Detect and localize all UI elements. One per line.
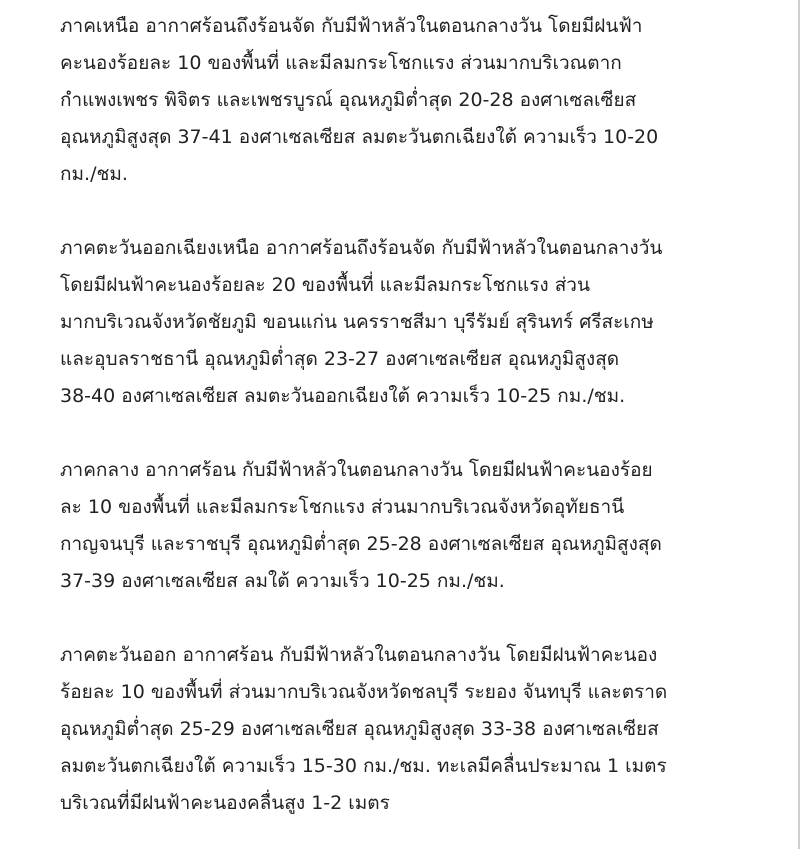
paragraph-central <box>60 452 780 600</box>
text-line: กาญจนบุรี และราชบุรี อุณหภูมิต่ำสุด 25-28 องศาเซลเซียส อุณหภูมิสูงสุด <box>60 533 662 555</box>
text-line: โดยมีฝนฟ้าคะนองร้อยละ 20 ของพื้นที่ และมีลมกระโชกแรง ส่วน <box>60 274 590 296</box>
paragraph-northeast <box>60 230 780 415</box>
text-line: ภาคกลาง อากาศร้อน กับมีฟ้าหลัวในตอนกลางวัน โดยมีฝนฟ้าคะนองร้อย <box>60 459 653 481</box>
text-line: กำแพงเพชร พิจิตร และเพชรบูรณ์ อุณหภูมิต่ำสุด 20-28 องศาเซลเซียส <box>60 89 637 111</box>
text-line: กม./ชม. <box>60 163 128 185</box>
text-line: บริเวณที่มีฝนฟ้าคะนองคลื่นสูง 1-2 เมตร <box>60 792 390 814</box>
text-line: ภาคตะวันออกเฉียงเหนือ อากาศร้อนถึงร้อนจัด กับมีฟ้าหลัวในตอนกลางวัน <box>60 237 663 259</box>
text-line: ร้อยละ 10 ของพื้นที่ ส่วนมากบริเวณจังหวัดชลบุรี ระยอง จันทบุรี และตราด <box>60 681 668 703</box>
weather-forecast-article <box>60 8 780 859</box>
text-line: ภาคเหนือ อากาศร้อนถึงร้อนจัด กับมีฟ้าหลัวในตอนกลางวัน โดยมีฝนฟ้า <box>60 15 643 37</box>
text-line: มากบริเวณจังหวัดชัยภูมิ ขอนแก่น นครราชสีมา บุรีรัมย์ สุรินทร์ ศรีสะเกษ <box>60 311 654 333</box>
text-line: ลมตะวันตกเฉียงใต้ ความเร็ว 15-30 กม./ชม. ทะเลมีคลื่นประมาณ 1 เมตร <box>60 755 667 777</box>
text-line: และอุบลราชธานี อุณหภูมิต่ำสุด 23-27 องศาเซลเซียส อุณหภูมิสูงสุด <box>60 348 620 370</box>
paragraph-east <box>60 637 780 822</box>
text-line: อุณหภูมิต่ำสุด 25-29 องศาเซลเซียส อุณหภูมิสูงสุด 33-38 องศาเซลเซียส <box>60 718 659 740</box>
text-line: ภาคตะวันออก อากาศร้อน กับมีฟ้าหลัวในตอนกลางวัน โดยมีฝนฟ้าคะนอง <box>60 644 658 666</box>
text-line: อุณหภูมิสูงสุด 37-41 องศาเซลเซียส ลมตะวันตกเฉียงใต้ ความเร็ว 10-20 <box>60 126 659 148</box>
text-line: ละ 10 ของพื้นที่ และมีลมกระโชกแรง ส่วนมากบริเวณจังหวัดอุทัยธานี <box>60 496 625 518</box>
text-line: คะนองร้อยละ 10 ของพื้นที่ และมีลมกระโชกแรง ส่วนมากบริเวณตาก <box>60 52 622 74</box>
text-line: 37-39 องศาเซลเซียส ลมใต้ ความเร็ว 10-25 กม./ชม. <box>60 570 505 592</box>
text-line: 38-40 องศาเซลเซียส ลมตะวันออกเฉียงใต้ ความเร็ว 10-25 กม./ชม. <box>60 385 626 407</box>
paragraph-north <box>60 8 780 193</box>
